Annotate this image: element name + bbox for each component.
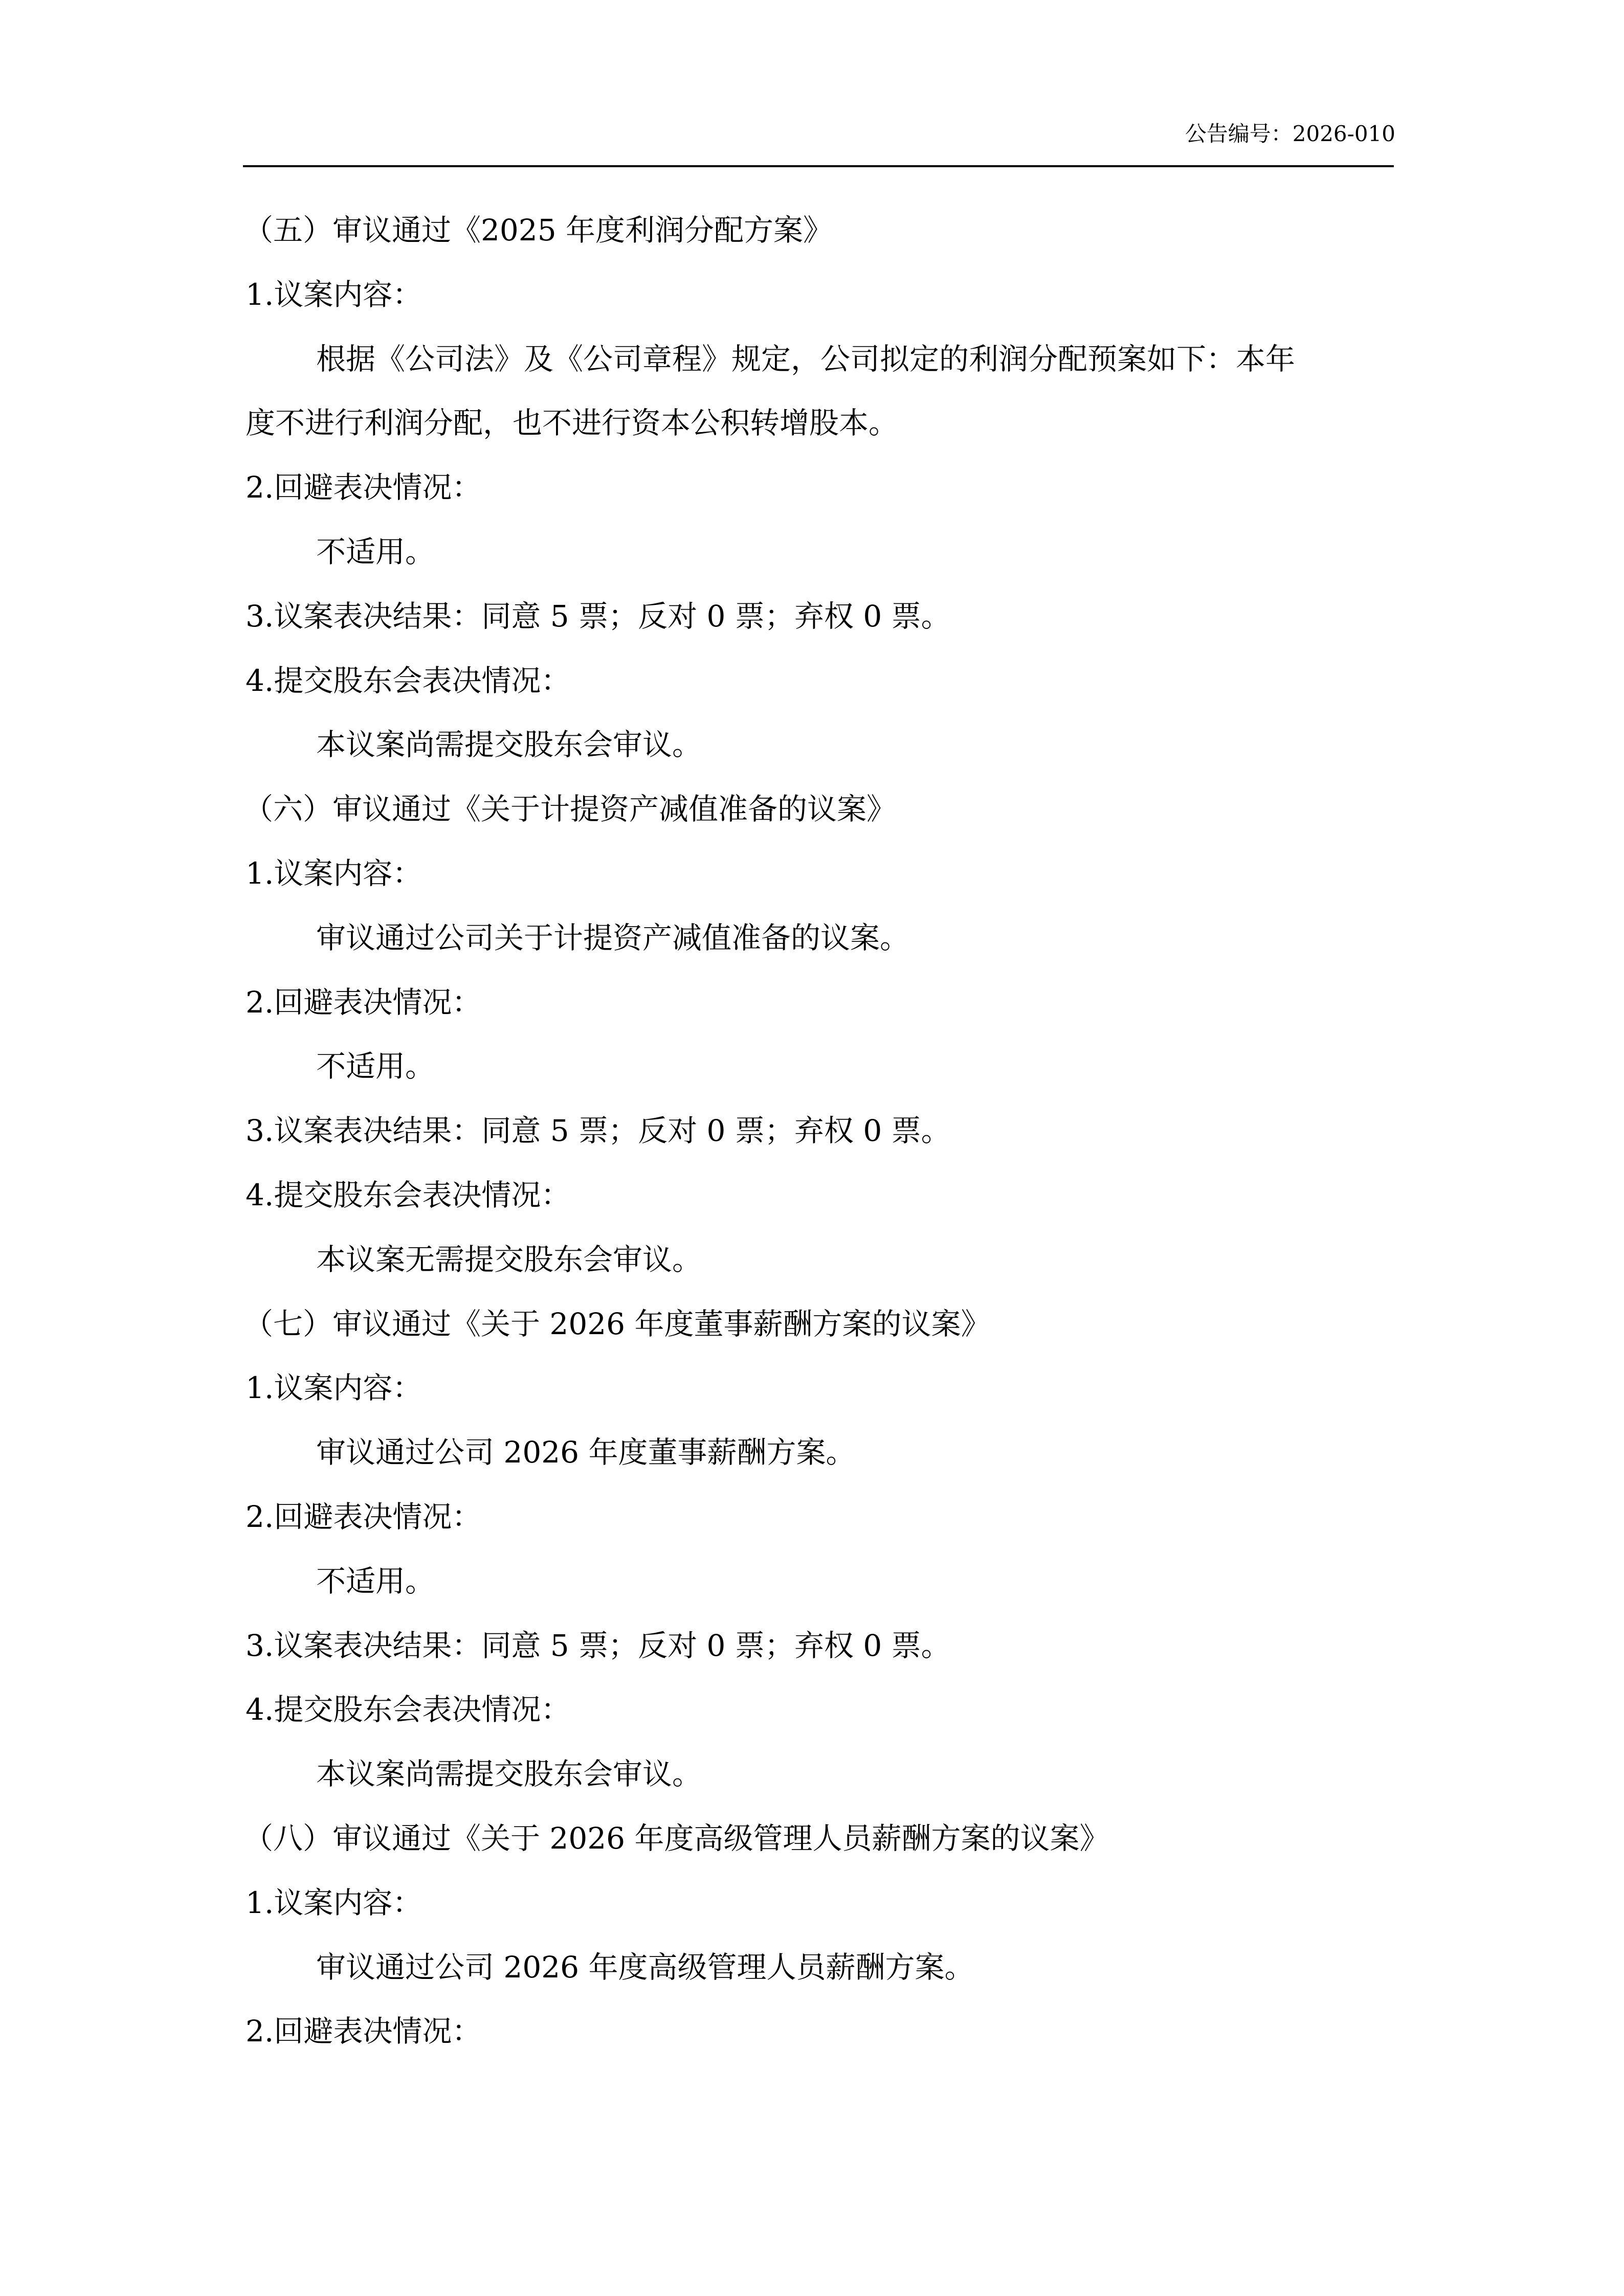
- announcement-number: 公告编号：2026-010: [1185, 121, 1395, 146]
- s6-shareholder-text: 本议案无需提交股东会审议。: [316, 1242, 702, 1277]
- section-8-heading: （八）审议通过《关于 2026 年度高级管理人员薪酬方案的议案》: [243, 1820, 1109, 1856]
- s6-recusal-label: 2.回避表决情况：: [246, 984, 482, 1020]
- section-6-heading: （六）审议通过《关于计提资产减值准备的议案》: [243, 792, 897, 827]
- s5-vote-result: 3.议案表决结果：同意 5 票；反对 0 票；弃权 0 票。: [246, 598, 951, 634]
- s5-content-label: 1.议案内容：: [246, 277, 422, 312]
- s7-content-label: 1.议案内容：: [246, 1370, 422, 1406]
- s6-shareholder-label: 4.提交股东会表决情况：: [246, 1177, 571, 1212]
- s7-recusal-text: 不适用。: [316, 1563, 435, 1599]
- s6-content-text: 审议通过公司关于计提资产减值准备的议案。: [316, 920, 910, 955]
- section-5-heading: （五）审议通过《2025 年度利润分配方案》: [243, 213, 833, 247]
- s5-shareholder-text: 本议案尚需提交股东会审议。: [316, 727, 702, 762]
- s5-shareholder-label: 4.提交股东会表决情况：: [246, 663, 571, 698]
- s6-vote-result: 3.议案表决结果：同意 5 票；反对 0 票；弃权 0 票。: [246, 1113, 951, 1149]
- s8-content-label: 1.议案内容：: [246, 1885, 422, 1920]
- s8-recusal-label: 2.回避表决情况：: [246, 2014, 482, 2049]
- s8-content-text: 审议通过公司 2026 年度高级管理人员薪酬方案。: [316, 1949, 974, 1985]
- s7-shareholder-label: 4.提交股东会表决情况：: [246, 1692, 571, 1727]
- s7-shareholder-text: 本议案尚需提交股东会审议。: [316, 1757, 702, 1792]
- s7-recusal-label: 2.回避表决情况：: [246, 1499, 482, 1534]
- s7-vote-result: 3.议案表决结果：同意 5 票；反对 0 票；弃权 0 票。: [246, 1628, 951, 1663]
- s6-content-label: 1.议案内容：: [246, 856, 422, 891]
- section-7-heading: （七）审议通过《关于 2026 年度董事薪酬方案的议案》: [243, 1306, 991, 1341]
- document-body: [243, 207, 1396, 2073]
- s5-recusal-text: 不适用。: [316, 534, 435, 569]
- s5-content-text-2: 度不进行利润分配，也不进行资本公积转增股本。: [246, 406, 899, 441]
- s7-content-text: 审议通过公司 2026 年度董事薪酬方案。: [316, 1435, 856, 1470]
- s6-recusal-text: 不适用。: [316, 1049, 435, 1084]
- s5-content-text-1: 根据《公司法》及《公司章程》规定，公司拟定的利润分配预案如下：本年: [316, 341, 1296, 376]
- header-divider: [243, 165, 1394, 167]
- s5-recusal-label: 2.回避表决情况：: [246, 470, 482, 505]
